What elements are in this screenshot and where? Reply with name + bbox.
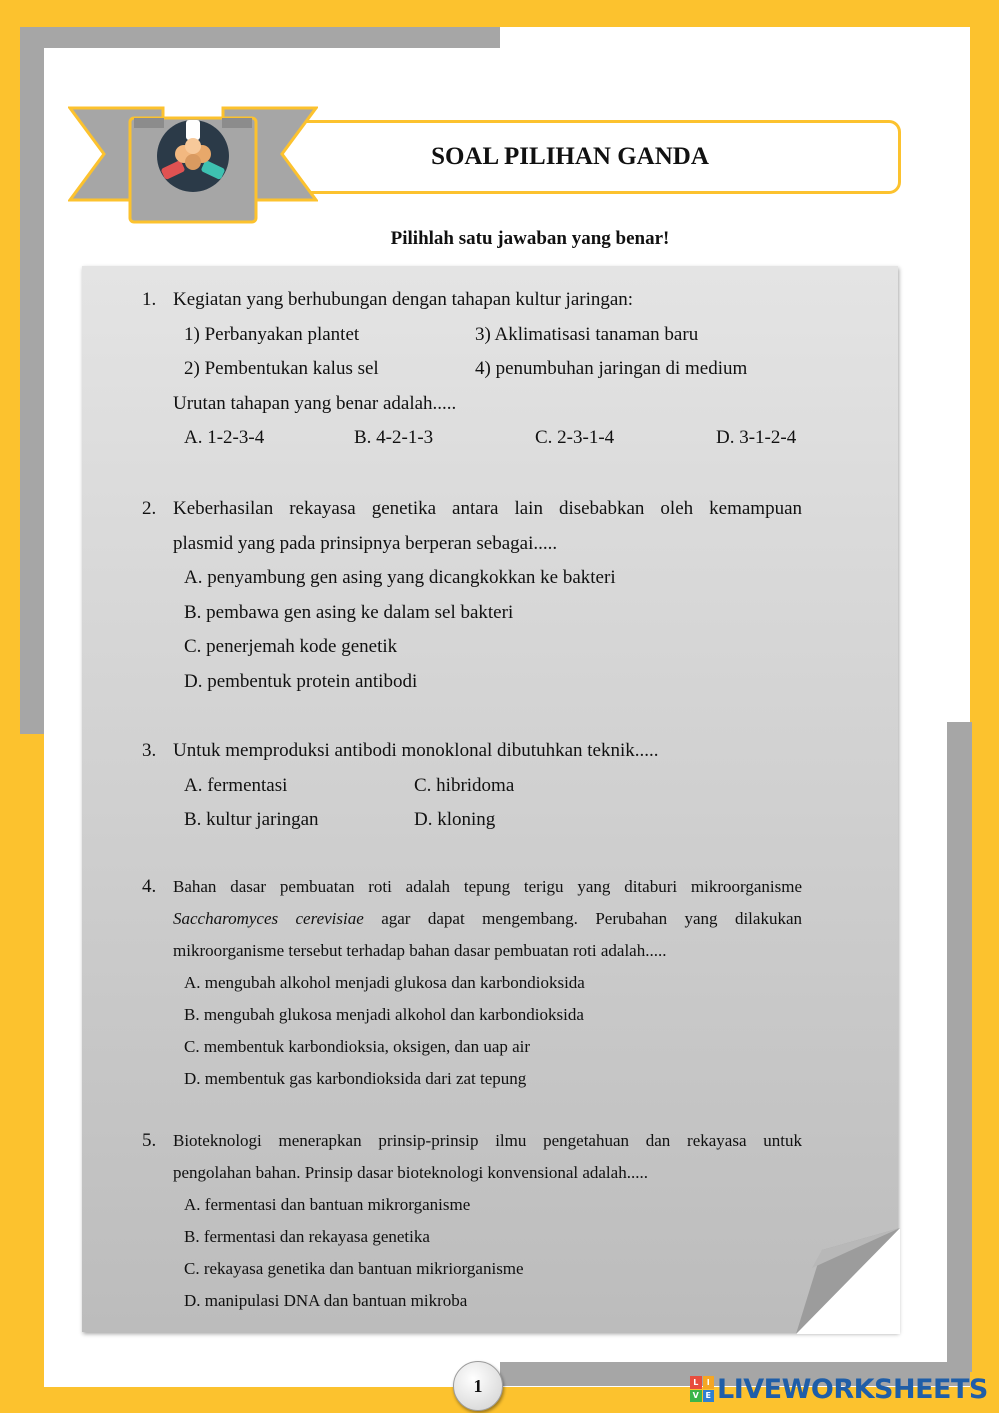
option-row [173,421,802,456]
list-item: 4) penumbuhan jaringan di medium [475,358,748,379]
decor-bar-left [20,27,44,734]
question-stem: pengolahan bahan. Prinsip dasar bioteknologi konvensional adalah..... [173,1163,648,1182]
list-item: 1) Perbanyakan plantet [184,323,360,345]
option-row [173,769,802,804]
option-c[interactable]: C. hibridoma [414,774,515,796]
page-number: 1 [453,1361,503,1411]
option-a[interactable]: A. 1-2-3-4 [184,427,265,448]
question-number: 4. [142,876,157,897]
brand-text: LIVEWORKSHEETS [717,1373,988,1405]
question-stem: Bioteknologi menerapkan prinsip-prinsip ilmu pengetahuan dan rekayasa untuk [173,1131,802,1150]
option-d[interactable]: D. 3-1-2-4 [716,427,797,448]
option-a[interactable]: A. mengubah alkohol menjadi glukosa dan karbondioksida [184,973,585,992]
question-stem: Bahan dasar pembuatan roti adalah tepung terigu yang ditaburi mikroorganisme [173,877,802,896]
question-prompt: Urutan tahapan yang benar adalah..... [173,392,457,414]
ribbon-banner [68,104,318,226]
question-4 [142,871,802,1095]
option-row [173,803,802,838]
stem-text: agar dapat mengembang. Perubahan yang dilakukan [363,909,802,928]
liveworksheets-icon: L I V E [690,1376,714,1402]
option-d[interactable]: D. membentuk gas karbondioksida dari zat tepung [184,1069,527,1088]
option-c[interactable]: C. 2-3-1-4 [535,427,615,448]
question-number: 1. [142,289,157,310]
page-curl [792,1228,900,1334]
list-item: 3) Aklimatisasi tanaman baru [475,323,699,345]
option-b[interactable]: B. fermentasi dan rekayasa genetika [184,1227,430,1246]
teamwork-hands-icon [157,120,229,192]
question-stem: Untuk memproduksi antibodi monoklonal dibutuhkan teknik..... [173,740,659,761]
option-a[interactable]: A. fermentasi [184,774,288,796]
question-stem: mikroorganisme tersebut terhadap bahan dasar pembuatan roti adalah..... [173,941,667,960]
option-d[interactable]: D. manipulasi DNA dan bantuan mikroba [184,1291,468,1310]
liveworksheets-logo [690,1372,988,1406]
list-item: 2) Pembentukan kalus sel [184,358,379,379]
option-a[interactable]: A. fermentasi dan bantuan mikrorganisme [184,1195,471,1214]
question-1 [142,283,802,456]
decor-bar-top [20,27,500,48]
question-5 [142,1125,802,1317]
question-stem: Keberhasilan rekayasa genetika antara lain disebabkan oleh kemampuan [173,498,802,519]
item-row [173,352,802,387]
question-3 [142,734,802,838]
option-d[interactable]: D. pembentuk protein antibodi [184,670,418,692]
option-b[interactable]: B. 4-2-1-3 [354,427,434,448]
option-c[interactable]: C. membentuk karbondioksia, oksigen, dan uap air [184,1037,531,1056]
option-c[interactable]: C. penerjemah kode genetik [184,636,398,657]
option-b[interactable]: B. kultur jaringan [184,809,319,830]
instruction-text: Pilihlah satu jawaban yang benar! [390,228,670,249]
question-2 [142,492,802,699]
question-stem [173,903,802,935]
option-c[interactable]: C. rekayasa genetika dan bantuan mikriorganisme [184,1259,524,1278]
question-stem: Kegiatan yang berhubungan dengan tahapan kultur jaringan: [173,289,634,310]
option-b[interactable]: B. pembawa gen asing ke dalam sel bakteri [184,601,514,623]
option-a[interactable]: A. penyambung gen asing yang dicangkokkan ke bakteri [184,567,616,588]
species-name: Saccharomyces cerevisiae [173,909,364,928]
question-number: 5. [142,1130,157,1151]
question-number: 3. [142,740,157,761]
question-stem: plasmid yang pada prinsipnya berperan sebagai..... [173,532,558,554]
option-d[interactable]: D. kloning [414,809,496,830]
item-row [173,318,802,353]
option-b[interactable]: B. mengubah glukosa menjadi alkohol dan karbondioksida [184,1005,584,1024]
decor-bar-right [947,722,972,1372]
page-title: SOAL PILIHAN GANDA [431,143,709,170]
question-number: 2. [142,498,157,519]
